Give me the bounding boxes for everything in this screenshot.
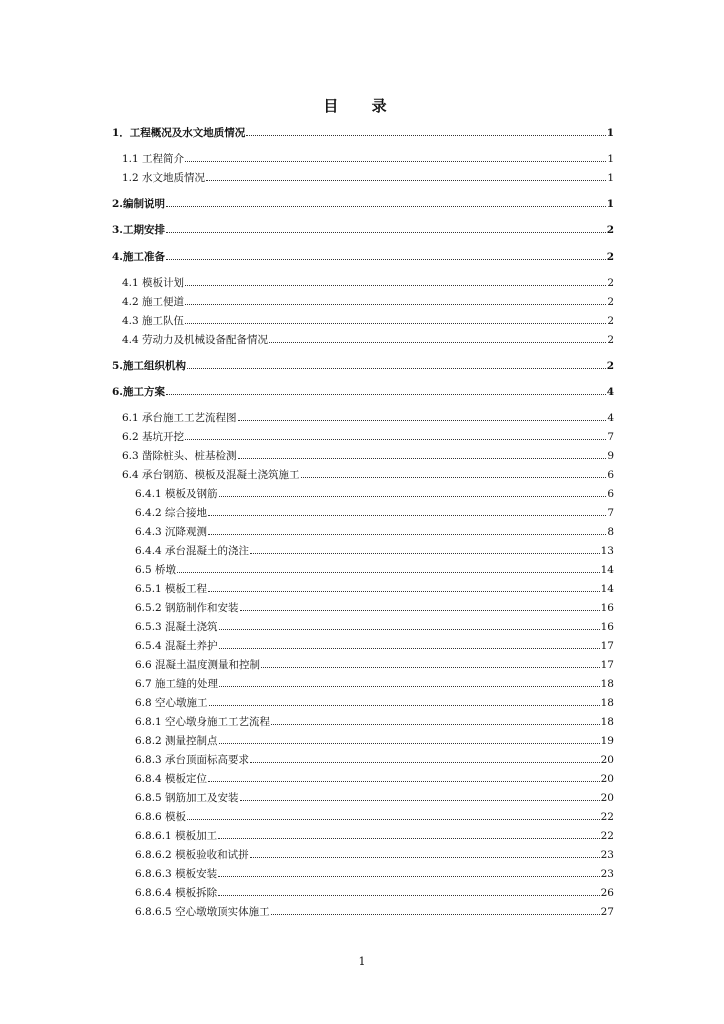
toc-entry-page: 6 xyxy=(607,488,614,500)
toc-leader-dots xyxy=(219,733,600,744)
toc-entry-page: 17 xyxy=(600,659,614,671)
toc-entry[interactable] xyxy=(122,294,614,308)
toc-entry-label: 6.8.5 钢筋加工及安装 xyxy=(135,792,239,804)
toc-entry-label: 4.3 施工队伍 xyxy=(122,315,185,327)
toc-entry[interactable] xyxy=(135,486,614,500)
toc-leader-dots xyxy=(187,358,606,369)
toc-entry[interactable] xyxy=(135,752,614,766)
toc-leader-dots xyxy=(208,524,606,535)
toc-entry[interactable] xyxy=(122,410,614,424)
toc-entry[interactable] xyxy=(112,358,614,372)
toc-entry[interactable] xyxy=(112,125,614,139)
toc-entry[interactable] xyxy=(135,790,614,804)
toc-entry-label: 6.5.4 混凝土养护 xyxy=(135,640,218,652)
toc-leader-dots xyxy=(250,847,600,858)
toc-entry-page: 2 xyxy=(606,251,614,263)
toc-leader-dots xyxy=(185,429,606,440)
toc-entry[interactable] xyxy=(135,828,614,842)
toc-leader-dots xyxy=(185,151,606,162)
toc-entry-page: 2 xyxy=(606,360,614,372)
toc-leader-dots xyxy=(240,790,600,801)
toc-leader-dots xyxy=(177,562,600,573)
toc-leader-dots xyxy=(185,294,606,305)
toc-entry[interactable] xyxy=(135,600,614,614)
toc-entry-page: 7 xyxy=(607,431,614,443)
toc-leader-dots xyxy=(246,125,605,136)
toc-entry[interactable] xyxy=(135,543,614,557)
toc-entry-page: 14 xyxy=(600,583,614,595)
toc-entry-page: 9 xyxy=(607,450,614,462)
toc-entry-label: 6.2 基坑开挖 xyxy=(122,431,185,443)
toc-entry[interactable] xyxy=(135,771,614,785)
toc-leader-dots xyxy=(206,170,606,181)
toc-entry-label: 6.8.6.4 模板拆除 xyxy=(135,887,218,899)
toc-entry-page: 20 xyxy=(600,754,614,766)
toc-entry-page: 4 xyxy=(606,386,614,398)
toc-entry-label: 6.8 空心墩施工 xyxy=(135,697,208,709)
toc-leader-dots xyxy=(209,695,600,706)
toc-entry[interactable] xyxy=(135,809,614,823)
toc-entry-label: 1．工程概况及水文地质情况 xyxy=(112,127,246,139)
toc-entry[interactable] xyxy=(135,638,614,652)
toc-entry-page: 1 xyxy=(607,153,614,165)
toc-leader-dots xyxy=(219,619,600,630)
toc-entry-page: 2 xyxy=(606,224,614,236)
toc-entry[interactable] xyxy=(122,429,614,443)
toc-leader-dots xyxy=(218,866,600,877)
toc-entry-label: 6.1 承台施工工艺流程图 xyxy=(122,412,237,424)
toc-entry-label: 6.5.2 钢筋制作和安装 xyxy=(135,602,239,614)
toc-entry-page: 2 xyxy=(607,334,614,346)
toc-leader-dots xyxy=(166,249,606,260)
toc-entry-page: 2 xyxy=(607,296,614,308)
toc-entry-label: 6.8.6.2 模板验收和试拼 xyxy=(135,849,249,861)
toc-entry-label: 4.2 施工便道 xyxy=(122,296,185,308)
toc-leader-dots xyxy=(238,448,607,459)
toc-entry[interactable] xyxy=(122,313,614,327)
toc-leader-dots xyxy=(250,543,600,554)
toc-entry[interactable] xyxy=(112,222,614,236)
toc-entry-page: 14 xyxy=(600,564,614,576)
toc-entry[interactable] xyxy=(135,904,614,918)
toc-entry[interactable] xyxy=(135,657,614,671)
toc-entry[interactable] xyxy=(135,695,614,709)
toc-entry-label: 6.8.1 空心墩身施工工艺流程 xyxy=(135,716,271,728)
toc-entry-page: 27 xyxy=(600,906,614,918)
toc-leader-dots xyxy=(261,657,600,668)
toc-entry-label: 6.4.4 承台混凝土的浇注 xyxy=(135,545,250,557)
toc-entry-label: 3.工期安排 xyxy=(112,224,165,236)
toc-entry-page: 18 xyxy=(600,678,614,690)
toc-entry[interactable] xyxy=(112,384,614,398)
toc-entry-page: 18 xyxy=(600,716,614,728)
toc-leader-dots xyxy=(166,384,606,395)
toc-entry-page: 2 xyxy=(607,315,614,327)
toc-entry-page: 26 xyxy=(600,887,614,899)
toc-entry-label: 6.5 桥墩 xyxy=(135,564,177,576)
toc-leader-dots xyxy=(208,581,600,592)
toc-entry-label: 6.4 承台钢筋、模板及混凝土浇筑施工 xyxy=(122,469,300,481)
toc-entry[interactable] xyxy=(122,275,614,289)
toc-entry[interactable] xyxy=(122,332,614,346)
toc-leader-dots xyxy=(250,752,600,763)
toc-entry-page: 20 xyxy=(600,773,614,785)
toc-entry-label: 6.8.3 承台顶面标高要求 xyxy=(135,754,250,766)
toc-entry[interactable] xyxy=(122,151,614,165)
toc-leader-dots xyxy=(218,828,600,839)
toc-entry-page: 13 xyxy=(600,545,614,557)
toc-entry-label: 6.8.6 模板 xyxy=(135,811,187,823)
toc-entry-label: 1.2 水文地质情况 xyxy=(122,172,206,184)
toc-entry[interactable] xyxy=(135,733,614,747)
toc-entry-label: 1.1 工程简介 xyxy=(122,153,185,165)
toc-entry-page: 7 xyxy=(607,507,614,519)
toc-entry-page: 22 xyxy=(600,811,614,823)
toc-entry[interactable] xyxy=(135,866,614,880)
toc-entry[interactable] xyxy=(112,196,614,210)
toc-entry-label: 6.3 凿除桩头、桩基检测 xyxy=(122,450,237,462)
toc-entry-page: 16 xyxy=(600,621,614,633)
toc-entry-page: 17 xyxy=(600,640,614,652)
toc-entry-label: 6.5.3 混凝土浇筑 xyxy=(135,621,218,633)
toc-entry-label: 2.编制说明 xyxy=(112,198,165,210)
toc-entry[interactable] xyxy=(135,847,614,861)
toc-entry[interactable] xyxy=(135,885,614,899)
toc-entry[interactable] xyxy=(122,467,614,481)
toc-entry-page: 4 xyxy=(607,412,614,424)
toc-entry-label: 6.5.1 模板工程 xyxy=(135,583,208,595)
toc-entry-page: 23 xyxy=(600,849,614,861)
toc-leader-dots xyxy=(185,313,606,324)
toc-leader-dots xyxy=(218,885,600,896)
toc-entry-label: 4.1 模板计划 xyxy=(122,277,185,289)
toc-entry[interactable] xyxy=(135,505,614,519)
toc-entry[interactable] xyxy=(135,524,614,538)
toc-entry-page: 1 xyxy=(606,127,614,139)
toc-leader-dots xyxy=(269,332,606,343)
toc-leader-dots xyxy=(185,275,606,286)
toc-leader-dots xyxy=(166,196,606,207)
toc-entry[interactable] xyxy=(135,714,614,728)
toc-leader-dots xyxy=(271,714,600,725)
toc-entry-page: 2 xyxy=(607,277,614,289)
toc-entry-label: 6.8.2 测量控制点 xyxy=(135,735,218,747)
toc-leader-dots xyxy=(219,676,600,687)
toc-entry-page: 1 xyxy=(606,198,614,210)
toc-entry-page: 1 xyxy=(607,172,614,184)
toc-entry-label: 6.7 施工缝的处理 xyxy=(135,678,219,690)
toc-leader-dots xyxy=(238,410,607,421)
toc-entry-label: 6.8.6.3 模板安装 xyxy=(135,868,218,880)
toc-leader-dots xyxy=(271,904,600,915)
toc-entry-page: 20 xyxy=(600,792,614,804)
toc-entry[interactable] xyxy=(112,249,614,263)
toc-entry-label: 6.6 混凝土温度测量和控制 xyxy=(135,659,261,671)
toc-entry-page: 8 xyxy=(607,526,614,538)
toc-entry-label: 4.4 劳动力及机械设备配备情况 xyxy=(122,334,269,346)
toc-entry-page: 6 xyxy=(607,469,614,481)
toc-leader-dots xyxy=(187,809,600,820)
toc-entry-label: 6.4.1 模板及钢筋 xyxy=(135,488,218,500)
toc-entry[interactable] xyxy=(122,170,614,184)
toc-entry[interactable] xyxy=(135,562,614,576)
toc-entry-page: 18 xyxy=(600,697,614,709)
toc-title: 目 录 xyxy=(323,97,401,115)
toc-leader-dots xyxy=(240,600,600,611)
toc-entry[interactable] xyxy=(135,619,614,633)
toc-entry-label: 6.4.2 综合接地 xyxy=(135,507,208,519)
toc-entry-label: 6.8.6.1 模板加工 xyxy=(135,830,218,842)
toc-entry[interactable] xyxy=(122,448,614,462)
toc-entry[interactable] xyxy=(135,581,614,595)
toc-entry-page: 22 xyxy=(600,830,614,842)
toc-entry-label: 5.施工组织机构 xyxy=(112,360,186,372)
toc-leader-dots xyxy=(208,505,606,516)
toc-leader-dots xyxy=(219,486,607,497)
toc-leader-dots xyxy=(208,771,600,782)
toc-entry-label: 4.施工准备 xyxy=(112,251,165,263)
toc-entry-page: 16 xyxy=(600,602,614,614)
toc-entry-page: 23 xyxy=(600,868,614,880)
toc-entry-label: 6.施工方案 xyxy=(112,386,165,398)
toc-entry-label: 6.4.3 沉降观测 xyxy=(135,526,208,538)
toc-leader-dots xyxy=(219,638,600,649)
toc-entry-label: 6.8.6.5 空心墩墩顶实体施工 xyxy=(135,906,270,918)
toc-entry-label: 6.8.4 模板定位 xyxy=(135,773,208,785)
toc-leader-dots xyxy=(166,222,606,233)
toc-entry[interactable] xyxy=(135,676,614,690)
toc-entry-page: 19 xyxy=(600,735,614,747)
page-number: 1 xyxy=(358,955,366,968)
toc-leader-dots xyxy=(301,467,607,478)
